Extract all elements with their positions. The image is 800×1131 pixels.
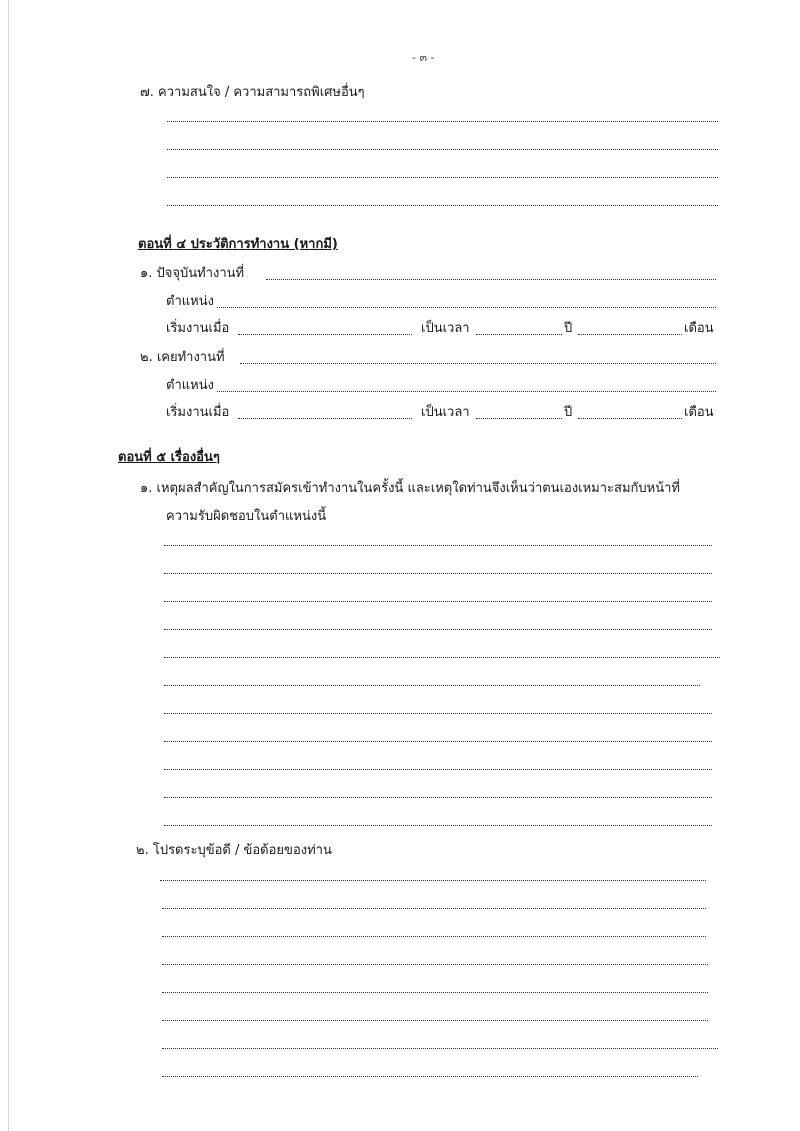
previous-months-line[interactable] xyxy=(578,418,682,419)
previous-position-line[interactable] xyxy=(217,391,716,392)
item7-label: ๗. ความสนใจ / ความสามารถพิเศษอื่นๆ xyxy=(140,85,365,100)
q1-answer-line-7[interactable] xyxy=(164,713,712,714)
current-month-label: เดือน xyxy=(684,321,714,336)
q1-answer-line-9[interactable] xyxy=(164,769,712,770)
q1-answer-line-5[interactable] xyxy=(164,657,720,658)
q2-answer-line-1[interactable] xyxy=(160,880,706,881)
q2-answer-line-5[interactable] xyxy=(162,992,708,993)
previous-start-line[interactable] xyxy=(238,418,412,419)
item7-answer-line-2[interactable] xyxy=(167,149,718,150)
q2-prompt: ๒. โปรดระบุข้อดี / ข้อด้อยของท่าน xyxy=(136,843,332,858)
previous-position-label: ตำแหน่ง xyxy=(166,378,214,393)
q1-answer-line-2[interactable] xyxy=(164,573,712,574)
current-start-line[interactable] xyxy=(238,334,412,335)
q1-answer-line-8[interactable] xyxy=(164,741,712,742)
current-workplace-line[interactable] xyxy=(266,279,716,280)
previous-year-label: ปี xyxy=(564,405,573,420)
q1-answer-line-3[interactable] xyxy=(164,601,712,602)
part4-heading: ตอนที่ ๔ ประวัติการทำงาน (หากมี) xyxy=(138,237,338,252)
q1-answer-line-11[interactable] xyxy=(164,825,712,826)
previous-month-label: เดือน xyxy=(684,405,714,420)
q1-answer-line-10[interactable] xyxy=(164,797,712,798)
q1-prompt-line-1: ๑. เหตุผลสำคัญในการสมัครเข้าทำงานในครั้งนี้ และเหตุใดท่านจึงเห็นว่าตนเองเหมาะสมกับหน้าที่ xyxy=(140,481,680,496)
previous-workplace-line[interactable] xyxy=(240,363,716,364)
previous-workplace-label: ๒. เคยทำงานที่ xyxy=(140,350,225,365)
q2-answer-line-7[interactable] xyxy=(162,1048,718,1049)
q2-answer-line-3[interactable] xyxy=(162,936,706,937)
item7-answer-line-3[interactable] xyxy=(167,177,718,178)
previous-duration-label: เป็นเวลา xyxy=(421,405,470,420)
item7-answer-line-4[interactable] xyxy=(167,205,718,206)
current-year-label: ปี xyxy=(564,321,573,336)
q1-prompt-line-2: ความรับผิดชอบในตำแหน่งนี้ xyxy=(166,509,327,524)
previous-years-line[interactable] xyxy=(476,418,562,419)
page-number: - ๓ - xyxy=(412,51,435,64)
part5-heading: ตอนที่ ๕ เรื่องอื่นๆ xyxy=(118,450,220,465)
previous-start-label: เริ่มงานเมื่อ xyxy=(166,405,230,420)
current-years-line[interactable] xyxy=(476,334,562,335)
q1-answer-line-4[interactable] xyxy=(164,629,712,630)
q2-answer-line-4[interactable] xyxy=(162,964,708,965)
current-position-line[interactable] xyxy=(217,307,716,308)
q2-answer-line-6[interactable] xyxy=(162,1020,708,1021)
q1-answer-line-1[interactable] xyxy=(164,545,712,546)
current-start-label: เริ่มงานเมื่อ xyxy=(166,321,230,336)
q2-answer-line-8[interactable] xyxy=(162,1076,698,1077)
q1-answer-line-6[interactable] xyxy=(164,685,700,686)
current-position-label: ตำแหน่ง xyxy=(166,294,214,309)
scan-edge-mark xyxy=(8,0,9,1131)
current-duration-label: เป็นเวลา xyxy=(421,321,470,336)
item7-answer-line-1[interactable] xyxy=(167,121,718,122)
current-workplace-label: ๑. ปัจจุบันทำงานที่ xyxy=(140,266,245,281)
q2-answer-line-2[interactable] xyxy=(162,908,706,909)
current-months-line[interactable] xyxy=(578,334,682,335)
